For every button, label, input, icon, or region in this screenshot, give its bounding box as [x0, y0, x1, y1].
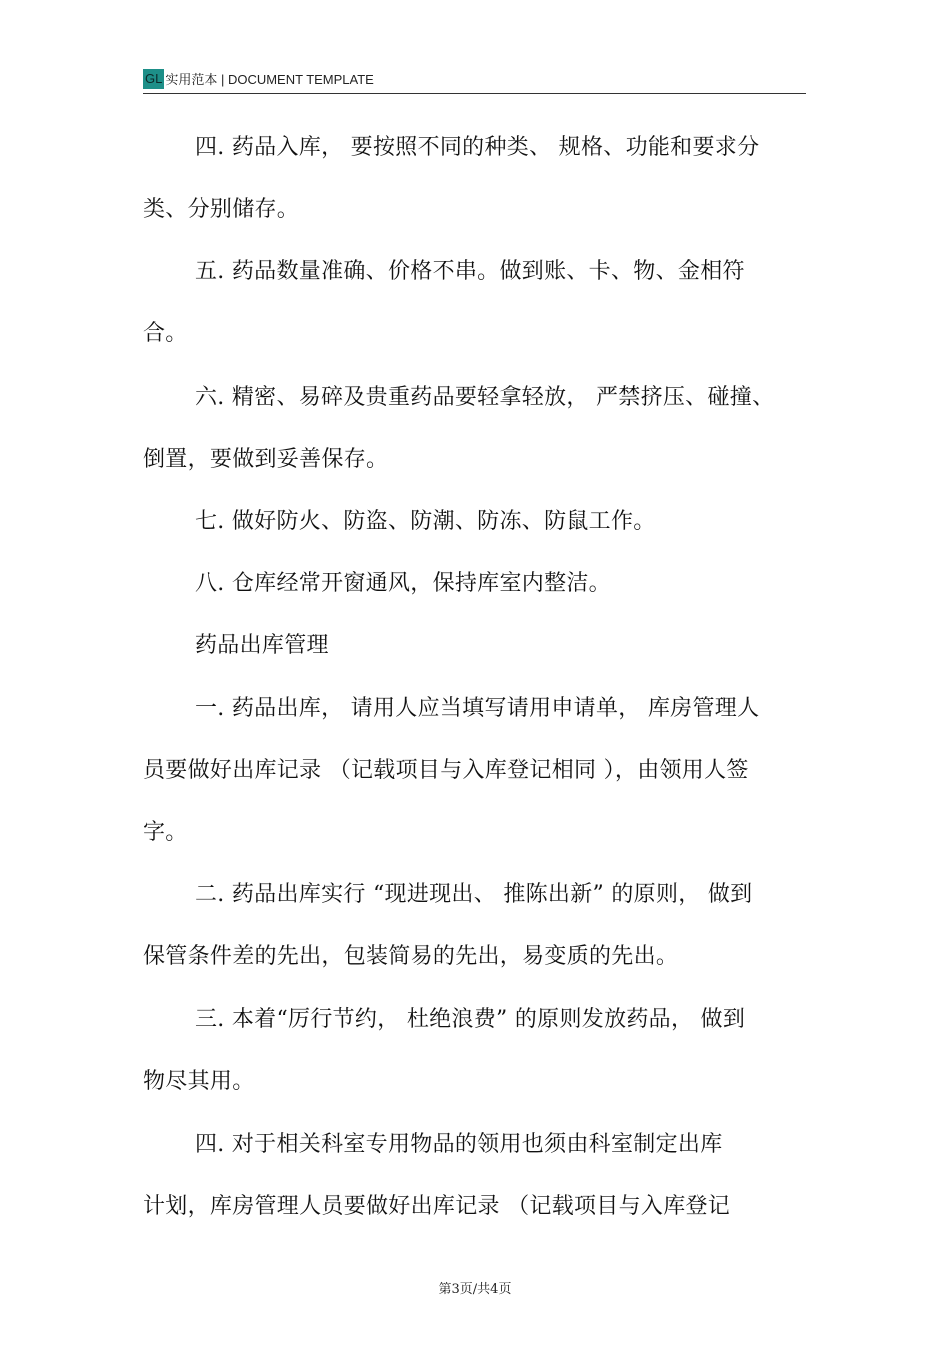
paragraph-line: 字。: [143, 820, 188, 845]
page-header: [143, 69, 806, 94]
paragraph-line: 八. 仓库经常开窗通风，保持库室内整洁。: [195, 571, 611, 596]
paragraph-line: 类、分别储存。: [143, 197, 300, 222]
header-title: 实用范本 | DOCUMENT TEMPLATE: [165, 72, 374, 87]
paragraph-line: 七. 做好防火、防盗、防潮、防冻、防鼠工作。: [195, 509, 656, 534]
paragraph-line: 保管条件差的先出，包装简易的先出，易变质的先出。: [143, 944, 679, 969]
paragraph-line: 六. 精密、易碎及贵重药品要轻拿轻放， 严禁挤压、碰撞、: [195, 385, 775, 410]
paragraph-line: 计划，库房管理人员要做好出库记录 （记载项目与入库登记: [143, 1194, 731, 1219]
gl-logo: GL: [143, 69, 164, 89]
paragraph-line: 四. 对于相关科室专用物品的领用也须由科室制定出库: [195, 1132, 723, 1157]
page-number: 第3页/共4页: [438, 1282, 512, 1297]
paragraph-line: 三. 本着“厉行节约， 杜绝浪费” 的原则发放药品， 做到: [195, 1007, 746, 1032]
paragraph-line: 四. 药品入库， 要按照不同的种类、 规格、功能和要求分: [195, 135, 760, 160]
section-heading: 药品出库管理: [195, 633, 329, 658]
paragraph-line: 二. 药品出库实行 “现进现出、 推陈出新” 的原则， 做到: [195, 882, 753, 907]
paragraph-line: 五. 药品数量准确、价格不串。做到账、卡、物、金相符: [195, 259, 745, 284]
paragraph-line: 员要做好出库记录 （记载项目与入库登记相同 ），由领用人签: [143, 758, 749, 783]
paragraph-line: 物尽其用。: [143, 1069, 255, 1094]
paragraph-line: 一. 药品出库， 请用人应当填写请用申请单， 库房管理人: [195, 696, 760, 721]
paragraph-line: 合。: [143, 321, 188, 346]
paragraph-line: 倒置，要做到妥善保存。: [143, 447, 389, 472]
